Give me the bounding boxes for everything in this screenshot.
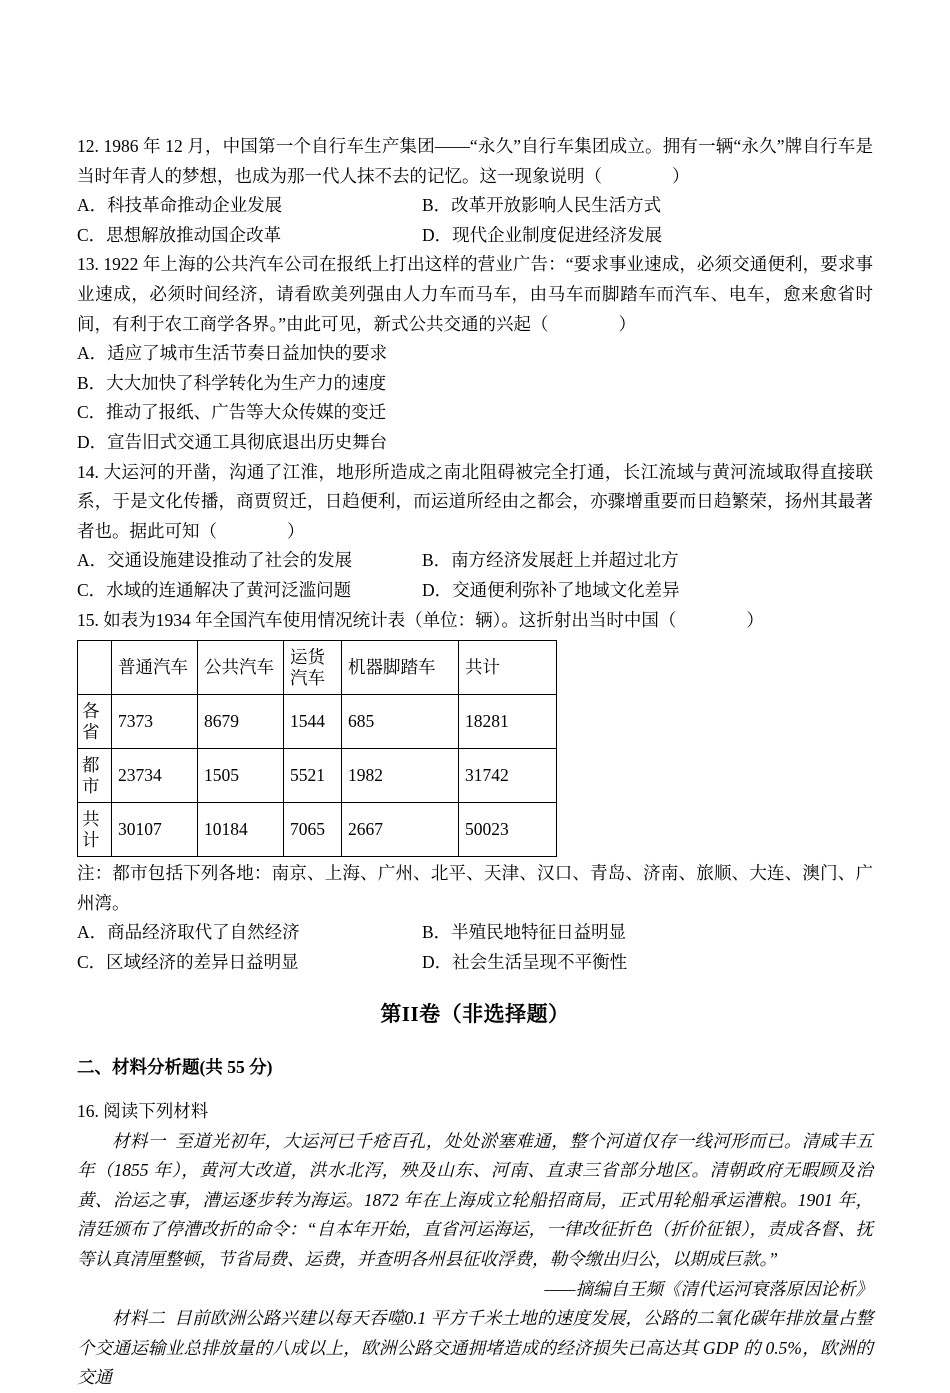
- question-13-options-row-2: [77, 369, 873, 399]
- question-14-option-d[interactable]: D．交通便利弥补了地域文化差异: [422, 579, 680, 600]
- table-row-label-total: 共计: [78, 803, 112, 857]
- table-header-row: [78, 641, 557, 695]
- question-13-text: 1922 年上海的公共汽车公司在报纸上打出这样的营业广告：“要求事业速成，必须交通便利，要求事业速成，必须时间经济，请看欧美列强由人力车而马车，由马车而脚踏车而汽车、电车，愈来愈省时间，有利于农工商学各界。”由此可见，新式公共交通的兴起（ ）: [77, 254, 874, 334]
- question-13-option-d[interactable]: D．宣告旧式交通工具彻底退出历史舞台: [77, 431, 388, 452]
- table-header-bus: 公共汽车: [198, 641, 284, 695]
- table-cell: 1505: [198, 749, 284, 803]
- material-one: [77, 1127, 873, 1275]
- table-cell: 30107: [112, 803, 198, 857]
- question-15-option-a[interactable]: A．商品经济取代了自然经济: [77, 922, 300, 943]
- question-16-number: 16.: [77, 1101, 99, 1122]
- section-heading-material-analysis: 二、材料分析题(共 55 分): [77, 1057, 273, 1078]
- question-12-stem: [77, 132, 873, 191]
- question-13-options-row-4: [77, 428, 873, 458]
- question-14-option-c[interactable]: C．水域的连通解决了黄河泛滥问题: [77, 579, 352, 600]
- question-13-number: 13.: [77, 254, 99, 275]
- question-12-text: 1986 年 12 月，中国第一个自行车生产集团——“永久”自行车集团成立。拥有一辆“永久”牌自行车是当时年青人的梦想，也成为那一代人抹不去的记忆。这一现象说明（ ）: [77, 136, 873, 186]
- table-cell: 8679: [198, 695, 284, 749]
- question-12-options-row-2: [77, 221, 873, 251]
- question-15-number: 15.: [77, 609, 99, 630]
- question-13-option-a[interactable]: A．适应了城市生活节奏日益加快的要求: [77, 343, 388, 364]
- table-cell: 23734: [112, 749, 198, 803]
- question-14-options-row-2: [77, 576, 873, 606]
- question-14-number: 14.: [77, 461, 99, 482]
- question-12-options-row-1: [77, 191, 873, 221]
- table-row-label-provinces: 各省: [78, 695, 112, 749]
- table-cell: 31742: [459, 749, 557, 803]
- question-15: [77, 606, 873, 978]
- question-14-option-b[interactable]: B．南方经济发展赶上并超过北方: [422, 550, 679, 571]
- table-note: 注：都市包括下列各地：南京、上海、广州、北平、天津、汉口、青岛、济南、旅顺、大连、澳门、广州湾。: [77, 863, 873, 913]
- question-15-text: 如表为1934 年全国汽车使用情况统计表（单位：辆）。这折射出当时中国（ ）: [103, 609, 764, 630]
- question-14-option-a[interactable]: A．交通设施建设推动了社会的发展: [77, 550, 353, 571]
- question-15-option-d[interactable]: D．社会生活呈现不平衡性: [422, 951, 628, 972]
- question-16: [77, 1097, 873, 1393]
- question-15-option-c[interactable]: C．区域经济的差异日益明显: [77, 951, 299, 972]
- material-two-label: 材料二: [112, 1308, 166, 1329]
- question-12-option-c[interactable]: C．思想解放推动国企改革: [77, 224, 282, 245]
- vehicle-statistics-table: [77, 640, 557, 857]
- question-16-title-text: 阅读下列材料: [103, 1101, 209, 1122]
- material-two: [77, 1304, 873, 1393]
- question-14-stem: [77, 458, 873, 547]
- table-header-freight-truck: 运货汽车: [284, 641, 342, 695]
- question-12-option-b[interactable]: B．改革开放影响人民生活方式: [422, 195, 662, 216]
- question-15-stem: [77, 606, 873, 636]
- question-13-option-b[interactable]: B．大大加快了科学转化为生产力的速度: [77, 372, 387, 393]
- table-header-motorcycle: 机器脚踏车: [342, 641, 459, 695]
- table-row: [78, 749, 557, 803]
- table-row: [78, 695, 557, 749]
- question-12: [77, 132, 873, 250]
- question-13: [77, 250, 873, 457]
- page-content: [77, 132, 873, 1393]
- material-one-text: 至道光初年，大运河已千疮百孔，处处淤塞难通，整个河道仅存一线河形而已。清咸丰五年（1855 年），黄河大改道，洪水北泻，殃及山东、河南、直隶三省部分地区。清朝政府无暇顾及治黄、治运之事，漕运逐步转为海运。1872 年在上海成立轮船招商局，正式用轮船承运漕粮。1901 年，清廷颁布了停漕改折的命令：“自本年开始，直省河运海运，一律改征折色（折价征银），责成各督、抚等认真清厘整顿，节省局费、运费，并查明各州县征收浮费，勒令缴出归公，以期成巨款。”: [77, 1130, 874, 1270]
- table-cell: 5521: [284, 749, 342, 803]
- material-one-label: 材料一: [112, 1130, 166, 1151]
- volume-heading: 第II卷（非选择题）: [380, 1002, 570, 1027]
- question-13-stem: [77, 250, 873, 339]
- material-one-source: ——摘编自王频《清代运河衰落原因论析》: [544, 1278, 873, 1299]
- table-cell: 10184: [198, 803, 284, 857]
- table-cell: 1544: [284, 695, 342, 749]
- question-16-title: [77, 1097, 873, 1127]
- question-14: [77, 458, 873, 606]
- table-cell: 685: [342, 695, 459, 749]
- question-14-text: 大运河的开凿，沟通了江淮，地形所造成之南北阻碍被完全打通，长江流域与黄河流域取得直接联系，于是文化传播，商贾贸迁，日趋便利，而运道所经由之都会，亦骤增重要而日趋繁荣，扬州其最著者也。据此可知（ ）: [77, 461, 874, 541]
- question-12-option-a[interactable]: A．科技革命推动企业发展: [77, 195, 283, 216]
- question-13-options-row-1: [77, 339, 873, 369]
- table-row-label-cities: 都市: [78, 749, 112, 803]
- question-12-option-d[interactable]: D．现代企业制度促进经济发展: [422, 224, 663, 245]
- question-15-options-row-2: [77, 948, 873, 978]
- table-cell: 7065: [284, 803, 342, 857]
- table-cell: 7373: [112, 695, 198, 749]
- question-13-option-c[interactable]: C．推动了报纸、广告等大众传媒的变迁: [77, 402, 387, 423]
- question-12-number: 12.: [77, 136, 99, 156]
- question-15-option-b[interactable]: B．半殖民地特征日益明显: [422, 922, 627, 943]
- question-13-options-row-3: [77, 398, 873, 428]
- table-header-ordinary-car: 普通汽车: [112, 641, 198, 695]
- table-cell: 50023: [459, 803, 557, 857]
- table-cell: 2667: [342, 803, 459, 857]
- table-header-total: 共计: [459, 641, 557, 695]
- table-header-corner: [78, 641, 112, 695]
- material-two-text: 目前欧洲公路兴建以每天吞噬0.1 平方千米土地的速度发展，公路的二氧化碳年排放量占整个交通运输业总排放量的八成以上，欧洲公路交通拥堵造成的经济损失已高达其 GDP 的 0.5%，欧洲的交通: [77, 1308, 874, 1388]
- table-cell: 18281: [459, 695, 557, 749]
- question-15-options-row-1: [77, 918, 873, 948]
- table-row: [78, 803, 557, 857]
- table-cell: 1982: [342, 749, 459, 803]
- question-14-options-row-1: [77, 546, 873, 576]
